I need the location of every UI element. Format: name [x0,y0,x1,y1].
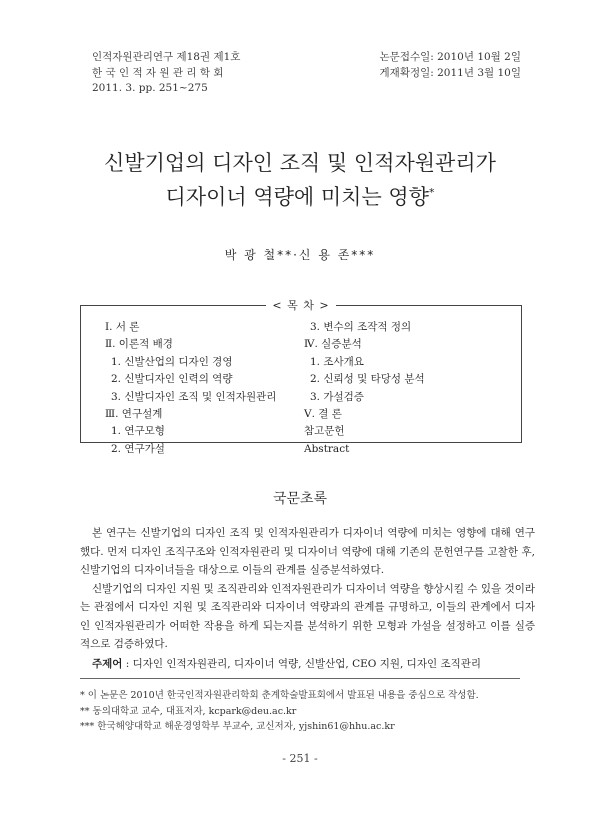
toc-item: 1. 연구모형 [111,425,165,438]
toc-heading: < 목 차 > [272,299,330,312]
title-line-1: 신발기업의 디자인 조직 및 인적자원관리가 [104,151,496,175]
journal-info [92,50,240,97]
toc-item: 2. 연구가설 [111,442,165,455]
authors: 박 광 철**·신 용 존*** [224,248,376,262]
toc-item: 참고문헌 [304,425,345,438]
toc-item: 3. 가설검증 [310,390,364,403]
toc-item: 3. 신발디자인 조직 및 인적자원관리 [111,390,277,403]
abstract-paragraph-1: 본 연구는 신발기업의 디자인 조직 및 인적자원관리가 디자이너 역량에 미치는 영향에 대해 연구했다. 먼저 디자인 조직구조와 인적자원관리 및 디자이너 역량에 대해 기존의 문헌연구를 고찰한 후, 신발기업의 디자이너들을 대상으로 이들의 관계를 실증분석하였다. [80,527,535,576]
issue-pages: 2011. 3. pp. 251~275 [92,82,208,94]
toc-item: Ⅲ. 연구설계 [105,408,163,421]
toc-item: Abstract [304,442,350,455]
title-footnote-marker: * [428,186,435,199]
toc-item: 2. 신발디자인 인력의 역량 [111,373,233,386]
paper-title [0,148,600,212]
toc-item: Ⅴ. 결 론 [304,408,342,421]
journal-name: 인적자원관리연구 제18권 제1호 [92,51,241,63]
page-number: - 251 - [282,752,318,765]
title-line-2 [0,178,600,212]
footnote-divider [80,678,520,679]
accepted-date: 게재확정일: 2011년 3월 10일 [379,66,521,79]
title-line-2-text: 디자이너 역량에 미치는 영향 [165,185,429,209]
toc-item: 1. 신발산업의 디자인 경영 [111,355,233,368]
toc-item: 1. 조사개요 [310,355,364,368]
received-date: 논문접수일: 2010년 10월 2일 [379,51,521,63]
keywords-text: : 디자인 인적자원관리, 디자이너 역량, 신발산업, CEO 지원, 디자인 조직관리 [122,658,482,670]
toc-item: 2. 신뢰성 및 타당성 분석 [310,373,425,386]
toc-item: Ⅳ. 실증분석 [304,338,362,351]
submission-info [380,50,521,81]
table-of-contents [80,299,522,455]
toc-left-column [105,319,276,458]
toc-right-column [304,319,425,458]
footnote-2: ** 동의대학교 교수, 대표저자, kcpark@deu.ac.kr [80,705,297,717]
abstract-paragraph-2: 신발기업의 디자인 지원 및 조직관리와 인적자원관리가 디자이너 역량을 향상시킬 수 있을 것이라는 관점에서 디자인 지원 및 조직관리와 디자이너 역량과의 관계를 규명하고, 이들의 관계에서 디자인 인적자원관리가 어떠한 작용을 하게 되는지를 분석하기 위한 모형과 가설을 설정하고 이를 실증적으로 검증하였다. [80,582,535,650]
footnote-1: * 이 논문은 2010년 한국인적자원관리학회 춘계학술발표회에서 발표된 내용을 중심으로 작성함. [80,690,479,701]
keywords-label: 주제어 [92,658,123,670]
footnotes [80,688,479,735]
footnote-3: *** 한국해양대학교 해운경영학부 부교수, 교신저자, yjshin61@hhu.ac.kr [80,721,395,732]
society-name: 한 국 인 적 자 원 관 리 학 회 [92,66,224,79]
abstract-body [80,524,535,654]
toc-item: Ⅰ. 서 론 [105,321,140,333]
toc-item: 3. 변수의 조작적 정의 [310,321,412,333]
abstract-heading: 국문초록 [272,491,328,507]
keywords [92,656,481,671]
toc-item: Ⅱ. 이론적 배경 [105,338,173,351]
